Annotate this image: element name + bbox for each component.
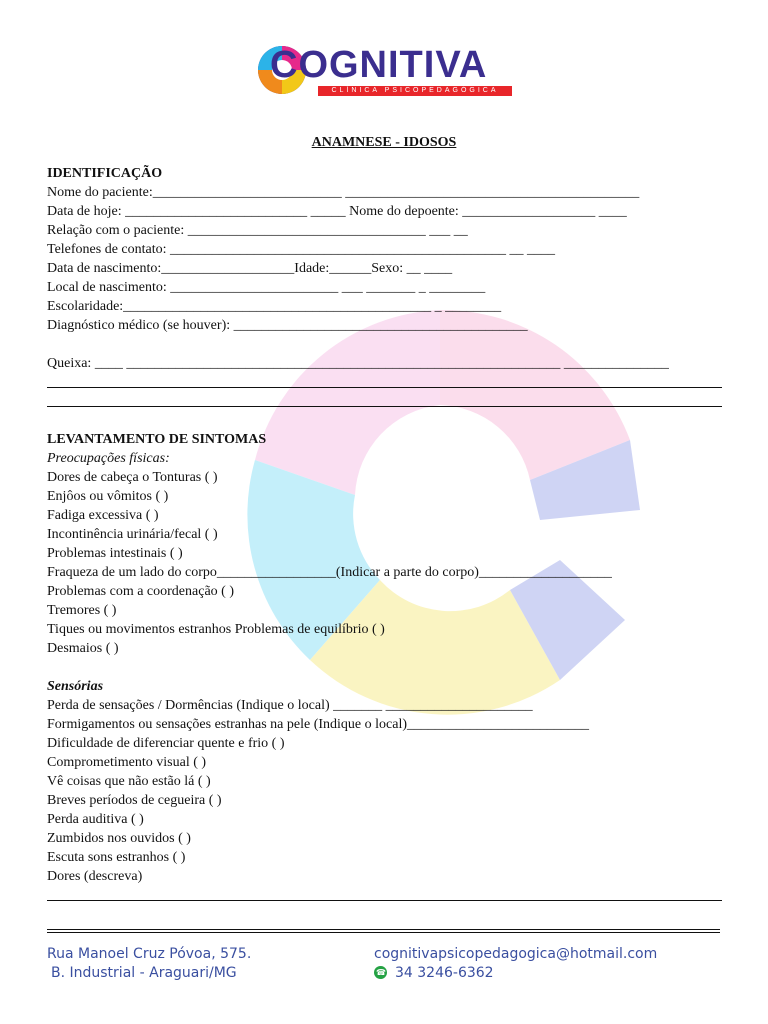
document-title: ANAMNESE - IDOSOS [311, 135, 457, 150]
field-queixa[interactable]: Queixa: ____ ______________________________________________________________ _______________ [47, 356, 669, 371]
footer-address-line1: Rua Manoel Cruz Póvoa, 575. [47, 946, 252, 962]
symptom-item[interactable]: Perda de sensações / Dormências (Indique o local) _______ _____________________ [47, 698, 533, 713]
symptom-item[interactable]: Perda auditiva ( ) [47, 812, 144, 827]
symptom-item[interactable]: Problemas com a coordenação ( ) [47, 584, 234, 599]
symptom-item[interactable]: Tiques ou movimentos estranhos Problemas de equilíbrio ( ) [47, 622, 385, 637]
symptom-item[interactable]: Dores (descreva) [47, 869, 143, 884]
footer-address-line2: B. Industrial - Araguari/MG [51, 965, 237, 981]
dores-line[interactable] [47, 886, 722, 905]
whatsapp-icon [374, 966, 387, 979]
symptom-item[interactable]: Incontinência urinária/fecal ( ) [47, 527, 218, 542]
queixa-line[interactable] [47, 392, 722, 411]
queixa-line[interactable] [47, 373, 722, 392]
field-diagnostico[interactable]: Diagnóstico médico (se houver): __________________________________________ [47, 318, 528, 333]
symptom-item[interactable]: Desmaios ( ) [47, 641, 119, 656]
field-relacao[interactable]: Relação com o paciente: __________________________________ ___ __ [47, 223, 468, 238]
symptom-item[interactable]: Dificuldade de diferenciar quente e frio ( ) [47, 736, 285, 751]
symptom-item[interactable]: Zumbidos nos ouvidos ( ) [47, 831, 191, 846]
logo-text: COGNITIVA [270, 44, 488, 86]
field-escolaridade[interactable]: Escolaridade:____________________________________________ _ ________ [47, 299, 502, 314]
field-data-nascimento[interactable]: Data de nascimento:___________________Idade:______Sexo: __ ____ [47, 261, 453, 276]
symptom-item[interactable]: Dores de cabeça o Tonturas ( ) [47, 470, 218, 485]
symptom-item[interactable]: Enjôos ou vômitos ( ) [47, 489, 169, 504]
form-content [47, 164, 722, 905]
subheading-sensorias: Sensórias [47, 679, 104, 694]
symptom-item[interactable]: Fraqueza de um lado do corpo_________________(Indicar a parte do corpo)___________________ [47, 565, 612, 580]
field-local-nascimento[interactable]: Local de nascimento: ________________________ ___ _______ _ ________ [47, 280, 486, 295]
symptom-item[interactable]: Breves períodos de cegueira ( ) [47, 793, 222, 808]
symptom-item[interactable]: Vê coisas que não estão lá ( ) [47, 774, 211, 789]
section-heading-identificacao: IDENTIFICAÇÃO [47, 166, 163, 181]
footer-phone-row [374, 965, 494, 981]
symptom-item[interactable]: Escuta sons estranhos ( ) [47, 850, 186, 865]
field-telefones[interactable]: Telefones de contato: ________________________________________________ __ ____ [47, 242, 556, 257]
symptom-item[interactable]: Fadiga excessiva ( ) [47, 508, 159, 523]
footer-divider [47, 932, 720, 933]
field-nome-paciente[interactable]: Nome do paciente:___________________________ __________________________________________ [47, 185, 640, 200]
field-data-hoje[interactable]: Data de hoje: __________________________ _____ Nome do depoente: ___________________ ____ [47, 204, 627, 219]
footer-divider [47, 929, 720, 930]
footer-email[interactable]: cognitivapsicopedagogica@hotmail.com [374, 946, 658, 962]
section-heading-sintomas: LEVANTAMENTO DE SINTOMAS [47, 432, 267, 447]
footer-phone[interactable]: 34 3246-6362 [395, 965, 494, 981]
symptom-item[interactable]: Formigamentos ou sensações estranhas na pele (Indique o local)__________________________ [47, 717, 590, 732]
logo-subtitle: CLÍNICA PSICOPEDAGÓGICA [318, 86, 512, 96]
subheading-fisicas: Preocupações físicas: [47, 451, 170, 466]
symptom-item[interactable]: Tremores ( ) [47, 603, 117, 618]
symptom-item[interactable]: Comprometimento visual ( ) [47, 755, 207, 770]
symptom-item[interactable]: Problemas intestinais ( ) [47, 546, 183, 561]
